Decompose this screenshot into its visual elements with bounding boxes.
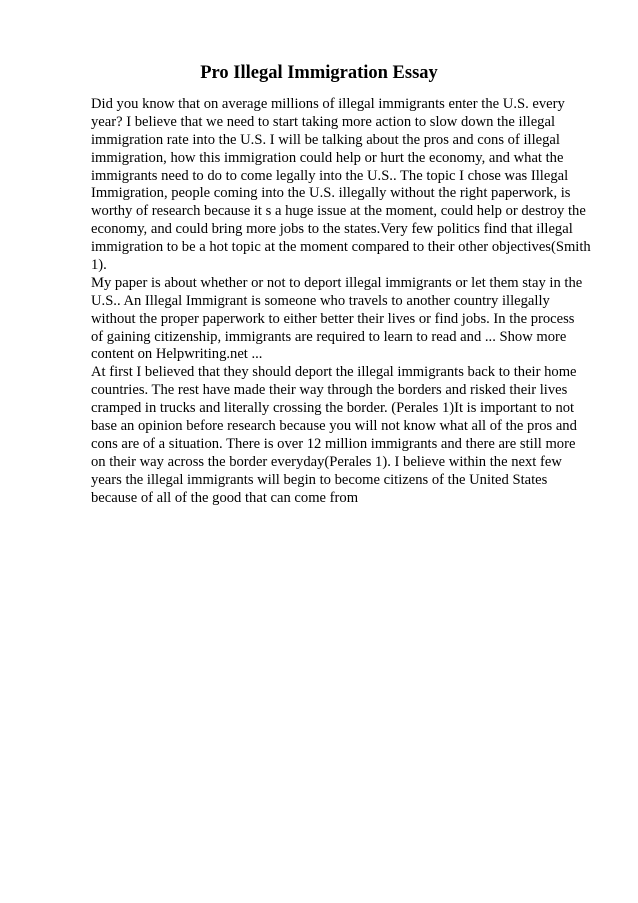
essay-body (91, 96, 611, 507)
text-line: 1). (91, 257, 107, 274)
text-line: immigration to be a hot topic at the moment compared to their other objectives(Smith (91, 239, 591, 256)
text-line: of gaining citizenship, immigrants are required to learn to read and ... Show more (91, 328, 567, 345)
page-title: Pro Illegal Immigration Essay (200, 63, 438, 83)
text-line: on their way across the border everyday(Perales 1). I believe within the next few (91, 453, 562, 470)
text-line: At first I believed that they should deport the illegal immigrants back to their home (91, 364, 577, 381)
text-line: Did you know that on average millions of illegal immigrants enter the U.S. every (91, 96, 565, 112)
text-line: Immigration, people coming into the U.S. illegally without the right paperwork, is (91, 185, 571, 202)
text-line: because of all of the good that can come from (91, 489, 359, 506)
text-line: year? I believe that we need to start taking more action to slow down the illegal (91, 113, 556, 130)
text-line: immigrants need to do to come legally into the U.S.. The topic I chose was Illegal (91, 167, 569, 184)
text-line: years the illegal immigrants will begin to become citizens of the United States (91, 471, 548, 488)
text-line: cramped in trucks and literally crossing the border. (Perales 1)It is important to not (91, 400, 575, 417)
text-line: cons are of a situation. There is over 12 million immigrants and there are still more (91, 435, 576, 452)
text-line: immigration rate into the U.S. I will be talking about the pros and cons of illegal (91, 131, 560, 148)
text-line: base an opinion before research because you will not know what all of the pros and (91, 418, 577, 435)
text-line: immigration, how this immigration could help or hurt the economy, and what the (91, 149, 564, 166)
text-line: without the proper paperwork to either better their lives or find jobs. In the process (91, 310, 575, 327)
text-line: content on Helpwriting.net ... (91, 346, 263, 363)
text-line: My paper is about whether or not to deport illegal immigrants or let them stay in the (91, 274, 583, 291)
text-line: economy, and could bring more jobs to the states.Very few politics find that illegal (91, 221, 573, 238)
text-line: U.S.. An Illegal Immigrant is someone who travels to another country illegally (91, 292, 550, 309)
text-line: worthy of research because it s a huge issue at the moment, could help or destroy the (91, 203, 586, 220)
text-line: countries. The rest have made their way through the borders and risked their lives (91, 382, 568, 399)
